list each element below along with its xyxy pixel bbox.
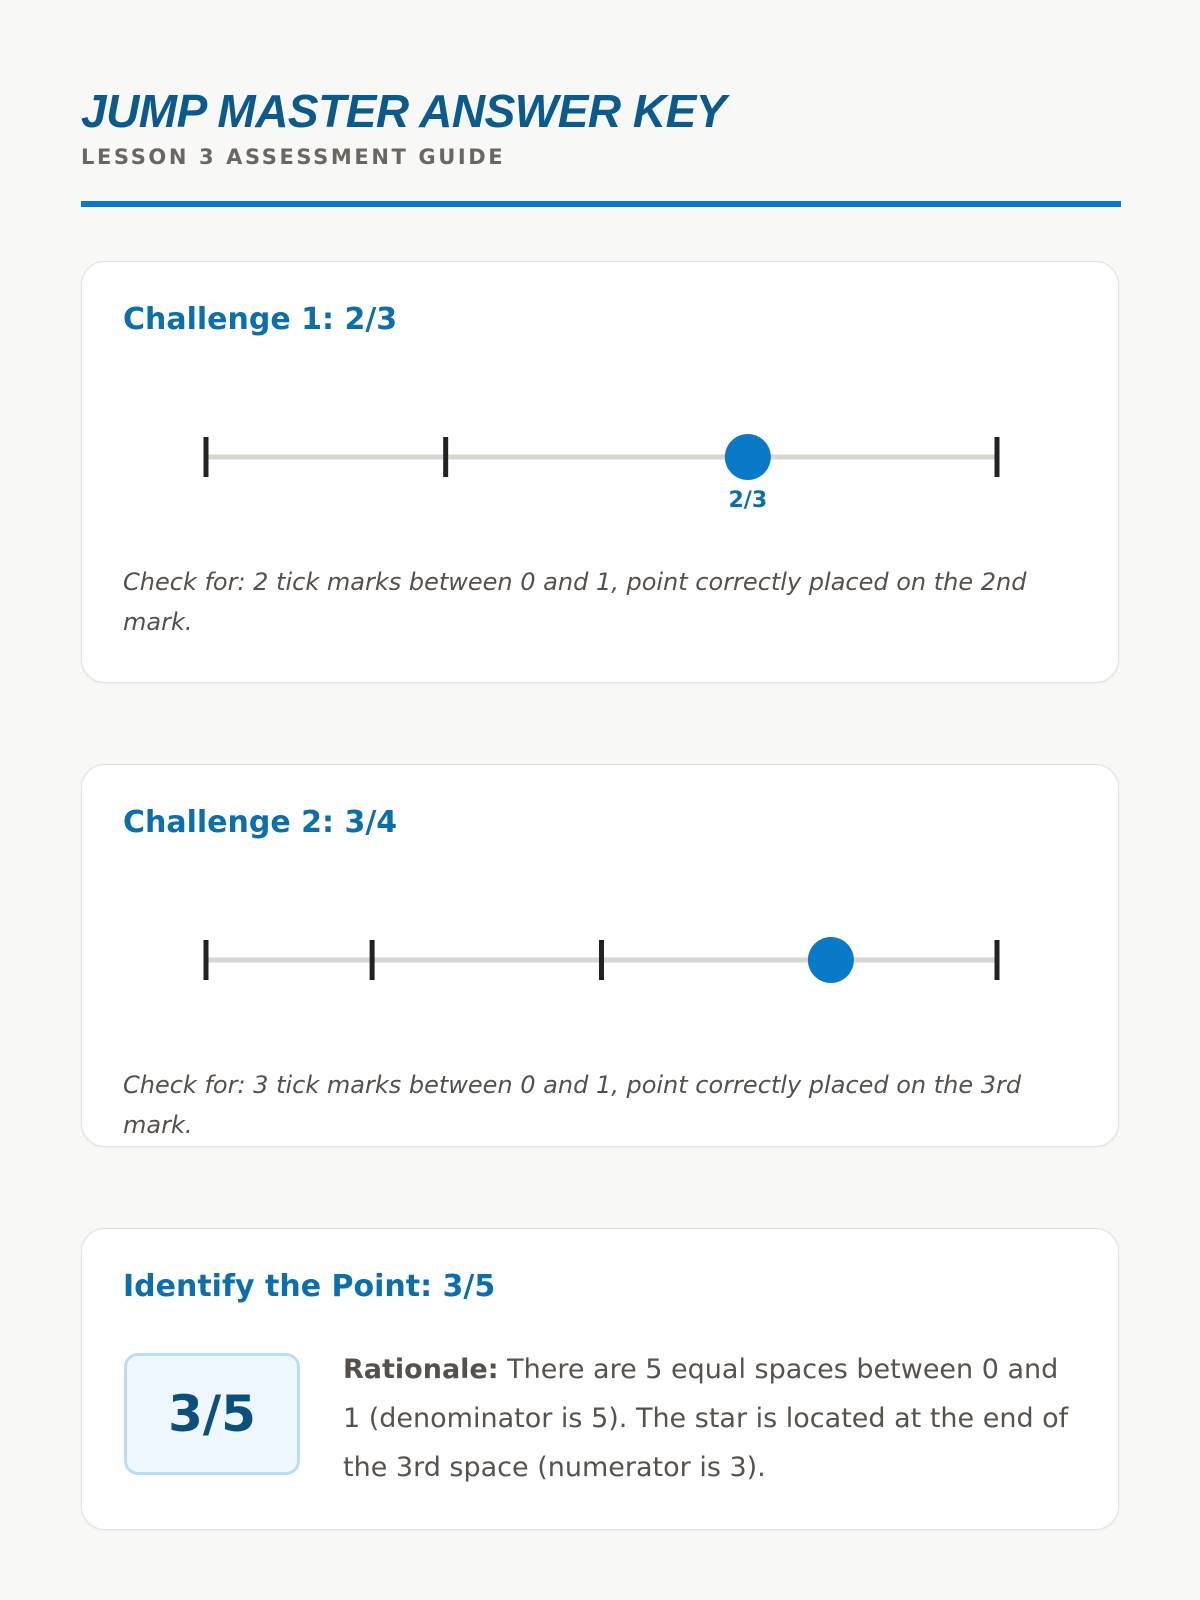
answer-point (808, 937, 854, 983)
challenge-card-2 (81, 764, 1119, 1147)
answer-box (124, 1353, 300, 1475)
answer-point (725, 434, 771, 480)
rationale (343, 1345, 1083, 1492)
rationale-text: There are 5 equal spaces between 0 and 1 (denominator is 5). The star is located at the end of the 3rd space (numerator is 3). (343, 1354, 1069, 1483)
point-label: 2/3 (728, 488, 768, 513)
page-subtitle: LESSON 3 ASSESSMENT GUIDE (81, 145, 506, 169)
header-divider (81, 201, 1121, 207)
number-line (82, 765, 1120, 1065)
challenge-title: Challenge 1: 2/3 (123, 302, 398, 337)
challenge-card-1 (81, 261, 1119, 683)
check-note: Check for: 3 tick marks between 0 and 1, point correctly placed on the 3rd mark. (123, 1071, 1022, 1139)
rationale-label: Rationale: (343, 1354, 499, 1385)
answer-value: 3/5 (168, 1385, 256, 1443)
challenge-title: Challenge 2: 3/4 (123, 805, 398, 840)
identify-title: Identify the Point: 3/5 (123, 1269, 496, 1304)
header (81, 84, 1121, 170)
number-line (82, 262, 1120, 562)
page-title: JUMP MASTER ANSWER KEY (81, 85, 726, 137)
identify-card (81, 1228, 1119, 1530)
check-note: Check for: 2 tick marks between 0 and 1, point correctly placed on the 2nd mark. (123, 568, 1027, 636)
